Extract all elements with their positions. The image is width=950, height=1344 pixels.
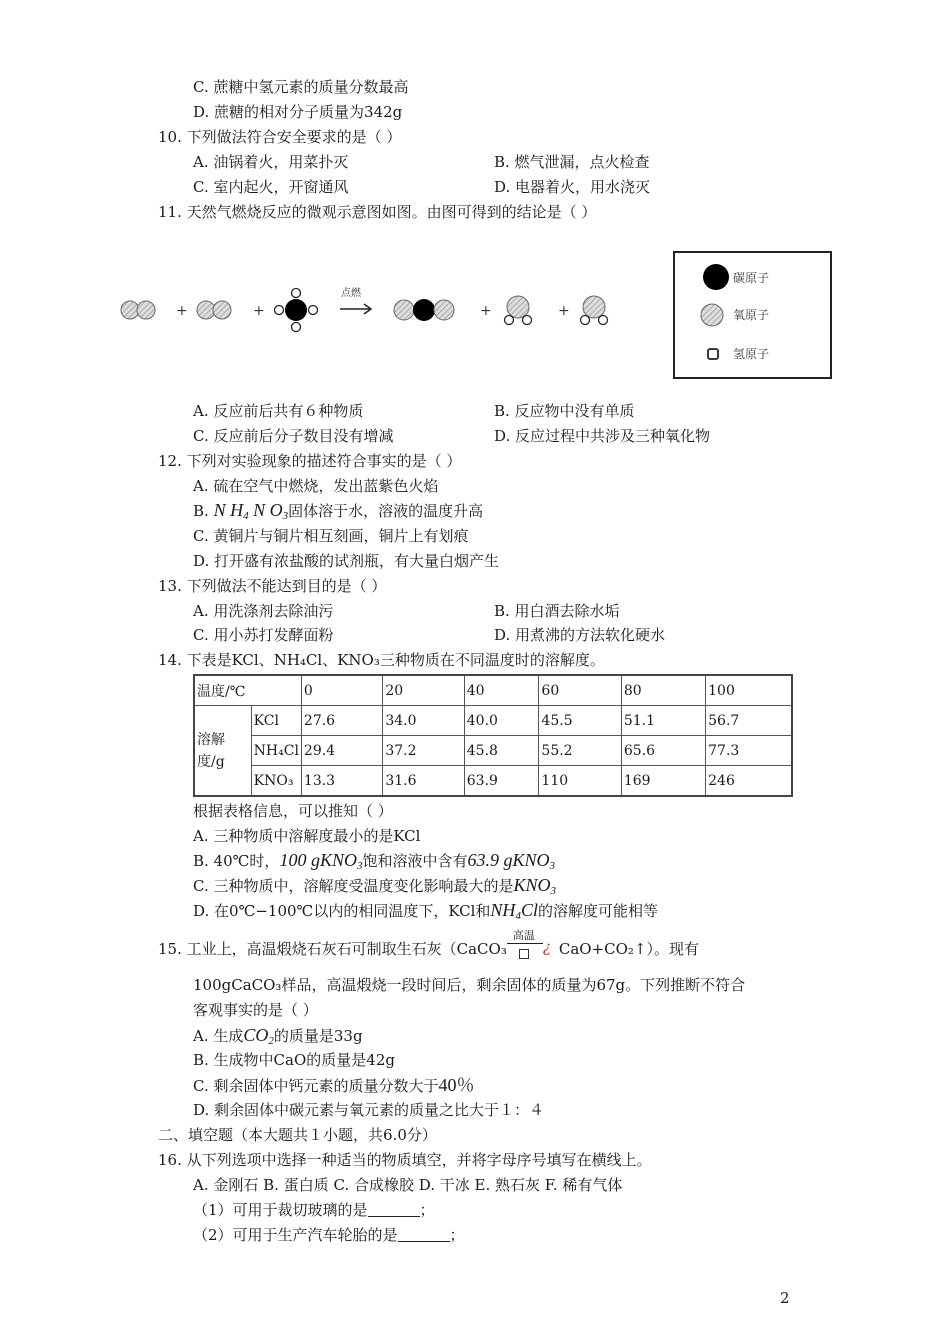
substance-name: KNO₃ bbox=[251, 766, 301, 797]
table-cell: 65.6 bbox=[621, 736, 705, 766]
oxygen-molecule-2 bbox=[197, 301, 231, 319]
table-cell: 55.2 bbox=[539, 736, 621, 766]
table-cell: 60 bbox=[539, 675, 621, 706]
plus-sign: + bbox=[480, 303, 492, 319]
q13-option-c: C. 用小苏打发酵面粉 bbox=[193, 626, 334, 644]
carbon-atom-icon bbox=[703, 264, 729, 290]
q15-option-b: B. 生成物中CaO的质量是42g bbox=[193, 1051, 395, 1069]
q14-option-b: B. 40℃时，100 gKNO$_3$饱和溶液中含有63.9 gKNO$_3$ bbox=[193, 850, 555, 872]
table-cell: 34.0 bbox=[383, 706, 464, 736]
q9-option-d: D. 蔗糖的相对分子质量为342g bbox=[193, 103, 403, 121]
q15-stem-line3: 客观事实的是（ ） bbox=[193, 1001, 318, 1019]
table-cell: 51.1 bbox=[621, 706, 705, 736]
table-cell: 40 bbox=[464, 675, 539, 706]
q11-option-c: C. 反应前后分子数目没有增减 bbox=[193, 427, 394, 445]
q16-part-1: （1）可用于裁切玻璃的是 ； bbox=[193, 1201, 435, 1219]
temperature-header: 温度/℃ bbox=[194, 675, 301, 706]
legend-hydrogen-label: 氢原子 bbox=[733, 347, 770, 361]
q10-option-d: D. 电器着火，用水浇灭 bbox=[494, 178, 651, 196]
reaction-condition: 高温 bbox=[512, 929, 535, 942]
table-cell: 169 bbox=[621, 766, 705, 797]
table-row bbox=[194, 736, 792, 766]
plus-sign: + bbox=[253, 303, 265, 319]
hydrogen-atom-icon bbox=[708, 349, 718, 359]
table-cell: 45.5 bbox=[539, 706, 621, 736]
substance-name: KCl bbox=[251, 706, 301, 736]
carbon-dioxide-molecule bbox=[394, 299, 454, 321]
plus-sign: + bbox=[176, 303, 188, 319]
q10-option-b: B. 燃气泄漏，点火检查 bbox=[494, 153, 650, 171]
q16-stem: 16. 从下列选项中选择一种适当的物质填空，并将字母序号填写在横线上。 bbox=[158, 1151, 652, 1169]
solubility-table bbox=[193, 674, 793, 797]
q10-stem: 10. 下列做法符合安全要求的是（ ） bbox=[158, 128, 402, 146]
water-molecule-1 bbox=[505, 296, 532, 325]
table-cell: 20 bbox=[383, 675, 464, 706]
table-cell: 63.9 bbox=[464, 766, 539, 797]
table-cell: 80 bbox=[621, 675, 705, 706]
legend-oxygen-label: 氧原子 bbox=[733, 308, 770, 322]
q16-part-2: （2）可用于生产汽车轮胎的是 ； bbox=[193, 1226, 465, 1244]
legend-carbon-label: 碳原子 bbox=[733, 271, 770, 285]
q13-option-b: B. 用白酒去除水垢 bbox=[494, 602, 620, 620]
section-2-heading: 二、填空题（本大题共１小题，共6.0分） bbox=[158, 1126, 437, 1144]
q13-option-a: A. 用洗涤剂去除油污 bbox=[193, 602, 334, 620]
q14-option-a: A. 三种物质中溶解度最小的是KCl bbox=[193, 827, 421, 845]
q15-option-c: C. 剩余固体中钙元素的质量分数大于40％ bbox=[193, 1075, 475, 1095]
table-cell: 27.6 bbox=[301, 706, 382, 736]
reaction-diagram bbox=[118, 283, 618, 333]
table-header-row bbox=[194, 675, 792, 706]
table-cell: 40.0 bbox=[464, 706, 539, 736]
q14-question: 根据表格信息，可以推知（ ） bbox=[193, 802, 393, 820]
q14-stem: 14. 下表是KCl、NH₄Cl、KNO₃三种物质在不同温度时的溶解度。 bbox=[158, 651, 605, 669]
table-cell: 110 bbox=[539, 766, 621, 797]
table-cell: 37.2 bbox=[383, 736, 464, 766]
q15-stem-line2: 100gCaCO₃样品，高温煅烧一段时间后，剩余固体的质量为67g。下列推断不符合 bbox=[193, 976, 746, 994]
q16-options: A. 金刚石 B. 蛋白质 C. 合成橡胶 D. 干冰 E. 熟石灰 F. 稀有气体 bbox=[193, 1176, 623, 1194]
q14-option-d: D. 在0℃−100℃以内的相同温度下，KCl和$NH_4Cl$的溶解度可能相等 bbox=[193, 900, 658, 922]
water-molecule-2 bbox=[581, 296, 608, 325]
arrow-label: 点燃 bbox=[341, 288, 361, 299]
q12-option-b: B. N $H_4$ N $O_3$固体溶于水，溶液的温度升高 bbox=[193, 500, 484, 522]
table-cell: 13.3 bbox=[301, 766, 382, 797]
q10-option-c: C. 室内起火，开窗通风 bbox=[193, 178, 349, 196]
diagram-legend bbox=[673, 251, 832, 379]
solubility-label: 溶解度/g bbox=[194, 706, 251, 797]
table-cell: 45.8 bbox=[464, 736, 539, 766]
answer-blank-2[interactable] bbox=[398, 1227, 450, 1242]
q11-option-a: A. 反应前后共有６种物质 bbox=[193, 402, 364, 420]
q12-option-c: C. 黄铜片与铜片相互刻画，铜片上有划痕 bbox=[193, 527, 469, 545]
table-cell: 0 bbox=[301, 675, 382, 706]
q10-option-a: A. 油锅着火，用菜扑灭 bbox=[193, 153, 349, 171]
answer-blank-1[interactable] bbox=[368, 1202, 420, 1217]
q11-stem: 11. 天然气燃烧反应的微观示意图如图。由图可得到的结论是（ ） bbox=[158, 203, 597, 221]
table-row bbox=[194, 706, 792, 736]
q13-stem: 13. 下列做法不能达到目的是（ ） bbox=[158, 577, 387, 595]
q9-option-c: C. 蔗糖中氢元素的质量分数最高 bbox=[193, 78, 409, 96]
q12-option-a: A. 硫在空气中燃烧，发出蓝紫色火焰 bbox=[193, 477, 439, 495]
table-row bbox=[194, 766, 792, 797]
table-cell: 77.3 bbox=[706, 736, 792, 766]
table-cell: 56.7 bbox=[706, 706, 792, 736]
q12-stem: 12. 下列对实验现象的描述符合事实的是（ ） bbox=[158, 452, 462, 470]
substance-name: NH₄Cl bbox=[251, 736, 301, 766]
oxygen-atom-icon bbox=[701, 304, 723, 326]
q14-option-c: C. 三种物质中，溶解度受温度变化影响最大的是$KNO_3$ bbox=[193, 875, 556, 897]
q12-option-d: D. 打开盛有浓盐酸的试剂瓶，有大量白烟产生 bbox=[193, 552, 500, 570]
q15-option-d: D. 剩余固体中碳元素与氧元素的质量之比大于１：４ bbox=[193, 1101, 545, 1119]
methane-molecule bbox=[275, 289, 318, 332]
table-cell: 246 bbox=[706, 766, 792, 797]
table-cell: 100 bbox=[706, 675, 792, 706]
q11-option-b: B. 反应物中没有单质 bbox=[494, 402, 635, 420]
table-cell: 31.6 bbox=[383, 766, 464, 797]
page-number: 2 bbox=[780, 1289, 790, 1307]
q13-option-d: D. 用煮沸的方法软化硬水 bbox=[494, 626, 666, 644]
plus-sign: + bbox=[558, 303, 570, 319]
oxygen-molecule-1 bbox=[121, 301, 155, 319]
q15-stem-line1: 15. 工业上，高温煅烧石灰石可制取生石灰（CaCO₃ 高温 ¿ CaO+CO₂↑）。现有 bbox=[158, 939, 699, 959]
table-cell: 29.4 bbox=[301, 736, 382, 766]
q15-option-a: A. 生成$CO_2$的质量是33g bbox=[193, 1025, 363, 1047]
q11-option-d: D. 反应过程中共涉及三种氧化物 bbox=[494, 427, 711, 445]
